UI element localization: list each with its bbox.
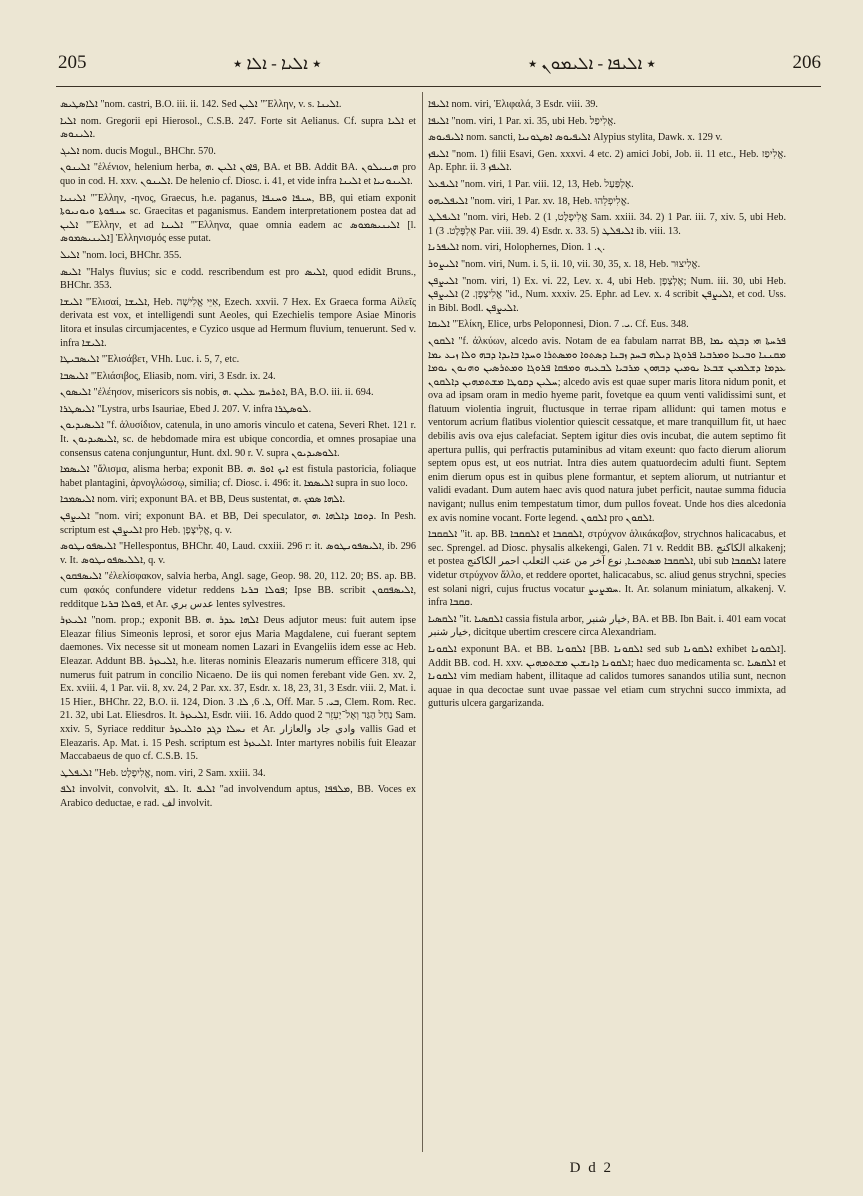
dictionary-entry: ܐܠܝܢܝܐ "Ἕλλην, -ηνος, Graecus, h.e. paganus, ܚܢܦܐ ܘܚܢܦܐ, BB, qui etiam exponit ܚܢܦܘܬܐ ܘܝܘܢܝܘܬܐ sc. Graecitas et paganismus. Eandem interpretationem postea dat ad ܐܠܝܢ "Ἕλλην, et ad ܐܠܝܢܐ "Ἕλληνα, quae omnia eadem ac ܐܠܝܢܝܣܡܘܣ [l. ܐܠܝܢܝܣܡܘܣ] Ἑλληνισμός esse putat. [60, 192, 416, 245]
running-head-left: ٭ ܐܠܝܐ - ܐܠܐ ٭ [233, 54, 322, 73]
dictionary-entry: ܐܠܩܣܝܐ "it. ܐܠܩܣܝܐ cassia fistula arbor, خيار شنبر, BA. et BB. Ibn Bait. i. 401 eam vocat خيار شنبر, dicitque ubertim crescere circa Alexandriam. [428, 613, 786, 639]
dictionary-entry: ܐܠܦ involvit, convolvit, ܠܦ. It. ܐܠܝܦ "ad involvendum aptus, ܡܠܦܦܐ, BB. Voces ex Arabico deductae, e rad. لف involvit. [60, 784, 416, 809]
dictionary-entry: ܐܠܝܣܒܐ "Ἐλιάσιβος, Eliasib, nom. viri, 3 Esdr. ix. 24. [60, 370, 276, 382]
dictionary-entry: ܐܠܝܦܠܝܗܘ "nom. viri, 1 Par. xv. 18, Heb. אֱלִיפְלֵהוּ. [428, 195, 630, 207]
header-rule [56, 86, 821, 87]
dictionary-entry: ܐܠܝܣܛܪܐ "Lystra, urbs Isauriae, Ebed J. 207. V. infra ܠܘܣܛܪܐ. [60, 403, 312, 415]
dictionary-entry: ܐܠܝܩܐ "Ἑλίκη, Elice, urbs Peloponnesi, Dion. ܝ. 7. Cf. Eus. 348. [428, 319, 689, 331]
dictionary-entry: ܐܠܝܠ "nom. loci, BHChr. 355. [60, 249, 182, 261]
dictionary-entry: ܐܠܝܣܡܟܐ nom. viri; exponunt BA. et BB, Deus sustentat, ܐܠܗܐ ܣܡܟ .ܗ. [60, 494, 346, 506]
dictionary-entry: ܐܠܝܣܒܝܛܐ "Ἐλισάβετ, VHh. Luc. i. 5, 7, etc. [60, 354, 240, 366]
right-column [428, 98, 786, 1156]
page-number-right: 206 [792, 52, 821, 73]
dictionary-entry: ܐܠܩܩܒܐ "it. ap. BB. ܐܠܩܩܒܐ et ܐܠܩܩܒܐ, στρύχνον ἁλικάκαβον, strychnos halicacabus, et sec. Sprengel. ad Diosc. physalis alkekengi, Galen. 71 v. Reddit BB. الكاكنج alkakenj; et postea ܐܠܩܩܒܐ ܡܣܬܟܢܐ, نوع آخر من عنب الثعلب احمر الكاكنج, ubi sub ܐܠܩܩܒܐ latere videtur στρύχνον ἄλλο, et reddere oportet, halicacabus, sc. aliud genus strychni, species est solani nigri, cujus fructus vocatur ܚܡܨܝܨ. It. Ar. solanum miniatum, alkakenj. V. infra ܩܩܒܐ. [428, 529, 786, 609]
dictionary-entry: ܐܠܐܣܛܝܣ "nom. castri, B.O. iii. ii. 142. Sed ܐܠܝܢ "Ἕλλην, v. s. ܐܠܝܢܐ. [60, 99, 342, 110]
dictionary-entry: ܐܠܝܦܐ nom. viri, Ἐλιφαλά, 3 Esdr. viii. 39. [428, 99, 598, 110]
page-number-left: 205 [58, 52, 87, 73]
dictionary-entry: ܐܠܝܦܥܠ "nom. viri, 1 Par. viii. 12, 13, Heb. אֶלְפַּעַל. [428, 178, 634, 190]
dictionary-entry: ܐܠܝܨܦܢ "nom. viri, 1) Ex. vi. 22, Lev. x. 4, ubi Heb. אֶלְצָפָן; Num. iii. 30, ubi Heb. אֱלִיצָפָן. 2) ܐܠܝܨܦܢ "id., Num. xxxiv. 25. Ephr. ad Lev. x. 4 scribit ܐܠܝܨܦܢ, et cod. Uss. in Bibl. Bodl. ܐܠܝܨܦܢ. [428, 275, 786, 314]
dictionary-entry: ܐܠܝܣܝܕܝܘܢ "f. ἁλυσίδιον, catenula, in uno amoris vinculo et catena, Severi Rhet. 121 r. It. ܐܠܝܣܝܕܝܘܢ, sc. de hebdomade mira est ubique concordia, et omnes prosapiae una consensus catena conjunguntur, Hunt. dxl. 90 r. V. supra ܐܠܘܣܝܕܝܘܢ. [60, 420, 416, 459]
dictionary-entry: ܐܠܝܦܙ "nom. 1) filii Esavi, Gen. xxxvi. 4 etc. 2) amici Jobi, Job. ii. 11 etc., Heb. אֱלִיפַז. Ap. Ephr. ii. 3 ܐܠܝܦܙ. [428, 148, 786, 174]
dictionary-entry: ܐܠܝܦܠܛ "Heb. אֱלִיפֶלֶט, nom. viri, 2 Sam. xxiii. 34. [60, 767, 266, 779]
dictionary-entry: ܐܠܝܫܐ "Ἐλισαί, ܐܠܝܫܐ, Heb. אִיֵּי אֱלִישָׁה, Ezech. xxvii. 7 Hex. Ex Graeca forma Αἰλεῖς derivata est vox, et intelligendi sunt Aeoles, qui Ezechielis tempore Asiae Minoris litora et insulas circumjacentes, e Cyzico usque ad Hermum fluvium, tenuerunt. Sed v. infra ܐܠܝܫܐ. [60, 296, 416, 349]
dictionary-entry: ܐܠܝܓ nom. ducis Mogul., BHChr. 570. [60, 145, 216, 157]
dictionary-entry: ܐܠܝܣܡܐ "ἄλισμα, alisma herba; exponit BB. ܐܝܟ ܐܘܦ .ܗ est fistula pastoricia, foliaque habet plantagini, ἀρνογλώσσῳ, similia; cf. Diosc. i. 496: it. ܐܠܝܣܡܐ supra in suo loco. [60, 464, 416, 489]
dictionary-entry: ܐܠܝܣܘܢ "ἐλέησον, misericors sis nobis, ܐܬܪܚܡ ܥܠܝܢ .ܗ, BA, B.O. iii. ii. 694. [60, 387, 374, 399]
dictionary-entry: ܐܠܝܦܐ "nom. viri, 1 Par. xi. 35, ubi Heb. אֱלִיפַל. [428, 115, 616, 127]
dictionary-entry: ܐܠܝܨܘܪ "nom. viri, Num. i. 5, ii. 10, vii. 30, 35, x. 18, Heb. אֱלִיצוּר. [428, 258, 701, 270]
dictionary-entry: ܐܠܝܐ nom. Gregorii epi Hierosol., C.S.B. 247. Forte sit Aelianus. Cf. supra ܐܠܝܐ et ܐܠܝܢܘܣ. [60, 115, 416, 141]
dictionary-entry: ܐܠܝܣ "Halys fluvius; sic e codd. rescribendum est pro ܐܠܝܣ, quod edidit Bruns., BHChr. 353. [60, 266, 416, 292]
running-head-right: ٭ ܐܠܝܦܐ - ܐܠܝܡܘܢ ٭ [528, 54, 656, 73]
signature-mark: D d 2 [569, 1160, 613, 1176]
dictionary-entry: ܐܠܝܣܦܘܢܛܘܣ "Hellespontus, BHChr. 40, Laud. cxxiii. 296 r: it. ܐܠܝܣܦܘܢܛܘܣ, ib. 296 v. It. ܐܠܠܝܣܦܘܢܛܘܣ, q. v. [60, 541, 416, 566]
dictionary-entry: ܐܠܝܦܪܢܐ nom. viri, Holophernes, Dion. ܢ. 1. [428, 242, 605, 254]
dictionary-entry: ܐܠܝܢܘܢ "ἑλένιον, helenium herba, ܦܐܘܢ ܐܠܝܢ .ܗ, BA. et BB. Addit BA. ܗܝܢܝܠܘܢ pro quo in cod. H. xxv. ܐܠܝܢܘܢ. De helenio cf. Diosc. i. 41, et vide infra ܐܠܝܢܐ et ܐܠܝܢܘܢܝܐ. [60, 162, 416, 187]
dictionary-entry: ܐܠܝܨܦܢ "nom. viri; exponunt BA. et BB, Dei speculator, ܕܘܩܐ ܕܐܠܗܐ .ܗ. In Pesh. scriptum est ܐܠܝܨܦܢ pro Heb. אֱלִיצָפָן, q. v. [60, 511, 416, 536]
column-divider [422, 92, 423, 1152]
dictionary-entry: ܐܠܝܦܠܛ "nom. viri, Heb. אֱלִיפֶלֶט, 1) 2 Sam. xxiii. 34. 2) 1 Par. iii. 7, xiv. 5, ubi Heb. אֶלְפֶּלֶט. 3) 1 Par. viii. 39. 4) Esdr. x. 33. 5) ܐܠܝܦܠܛ ib. viii. 13. [428, 212, 786, 237]
dictionary-entry: ܐܠܩܘܢܐ exponunt BA. et BB. ܐܠܩܘܢܐ [BB. ܐܠܩܘܢܐ sed sub ܐܠܩܘܢܐ exhibet ܐܠܩܘܢܐ]. Addit BB. cod. H. xxv. ܐܠܩܘܢܐ ܕܐܢܫܝܢ ܡܫܬܡܗܝܢ; haec duo medicamenta sc. ܐܠܩܣܝܐ et ܐܠܩܘܢܐ vim mediam habent, illitaque ad calidos tumores sanandos utilia sunt, necnon aquae in qua decoctae sunt uvae passae vel etiam cum strychni succo immixta, ad gutturis ulcera gargarizanda. [428, 643, 786, 710]
left-column [60, 98, 416, 1156]
page-header [58, 52, 821, 84]
dictionary-entry: ܐܠܩܘܢ "f. ἀλκύων, alcedo avis. Notam de ea fabulam narrat BB, ܦܪܚܬܐ ܗܝ ܕܒܓܘ ܝܡܐ ܡܩܢܢܐ ܘܒܝܥܐ ܘܡܪܒܝܐ ܦܪܘܓܐ ܕܝܠܗ ܒܚܕ ܙܒܢܐ ܕܣܬܘܐ ܘܡܣܬܪܐ ܘܚܕܐ ܒܐܝܕܐ ܕܒܗ ܘܠܐ ܙܝܥ ܝܡܐ ܥܕܡܐ ܕܫܠܡܝܢ ܫܒܥܐ ܝܘܡܝܢ ܕܒܗܘܢ ܡܪܒܝܐ ܠܒܥܝܗ ܘܡܦܩܐ ܦܪܘܓܐ ܘܡܬܪܣܝܢ ܘܗܢܘܢ ܝܘܡܐ ܚܠܝܢ ܕܩܘܛܐ ܡܫܬܡܗܝܢ ܕܐܠܩܘܢ; alcedo avis est quae super maris litora nidum ponit, et ova ad ipsam oram in medio hyeme parit, fovetque ea quum venti validissimi sunt, et flatuum violentia ingruit, fluctusque in terrae ripam allidunt: qui tamen motus e ventorum acrium flatibus violentior quiescit cessatque, et mare tranquillum fit, ut haec debilis avis ova ejus calefaciat. Septem igitur dies ovis incubat, die autem septimo fit apertura pullis, qui perfractis putaminibus ad vitam exeunt: quo facto dierum aliorum septem opus est, ut eos nutriat. Intra dies autem quatuordecim adulti fiunt. Septem enim dierum opus est in quibus plene formantur, et septem aliorum, ut nutriantur et validi evadant. Dum autem haec avis quod natura jubet perficit, nautae summa fiducia navigant; nullus enim tempestatum timor, dum pullos foveat. Unde hos dies alcedonia ex avis nomine vocant. Forte legend. ܐܠܩܘܢ pro ܐܠܩܘܢ. [428, 335, 786, 524]
dictionary-entry: ܐܠܝܦܝܘܣ nom. sancti, ܐܠܝܦܝܘܣ ܐܣܛܘܢܝܐ Alypius stylita, Dawk. x. 129 v. [428, 132, 723, 144]
dictionary-entry: ܐܠܝܣܦܩܘܢ "ἐλελίσφακον, salvia herba, Angl. sage, Geop. 98. 20, 112. 20; BS. ap. BB. cum φακός confundere videtur reddens ܦܘܠܐ ܒܪܝܐ; Ipse BB. scribit ܐܠܝܣܦܩܘܢ, redditque ܦܘܠܐ ܒܪܝܐ, et Ar. عدس بري lentes sylvestres. [60, 571, 416, 610]
dictionary-entry: ܐܠܝܥܙܪ "nom. prop.; exponit BB. ܐܠܗܐ ܥܕܪ .ܗ Deus adjutor meus: fuit autem ipse Eleazar filius Simeonis leprosi, et soror ejus Maria Magdalene, cui fuerant septem daemones. Vix necesse sit ut moneam nomen Lazari in Evangeliis idem esse ac Heb. Eleazar. Addunt BB. ܐܠܝܥܙܪ, h.e. literas nominis Eleazaris numerum efficere 318, qui numerus fuit patrum in concilio Nicaeno. De iis qui nomen ferebant vide Gen. xv. 2, Ex. xviii. 4, 1 Par. vii. 8, xv. 24, 2 Par. xx. 37, Esdr. x. 18, 23, 31, 3 Esdr. viii. 2, Mat. i. 15 Hier., BHChr. 22, B.O. ii. 124, Dion. ܠ. 6, ܠܐ. 3, Off. Mar. ܒܝ. 5, Clem. Rom. Rec. 21. 32, ubi Lat. Eliesdros. It. ܐܠܝܥܙܪ, Esdr. viii. 16. Addo quod נַחַל הַגַּד וְאֶל־יַעְזֵר 2 Sam. xxiv. 5, Syriace redditur ܢܚܠܐ ܕܓܕ ܘܐܠܝܥܙܪ et Ar. وادي جاد والعازار vallis Gad et Eleazaris. Ap. Mat. i. 15 Pesh. scriptum est ܐܠܝܥܙܪ. Inter martyres nobilis fuit Eleazar Maccabaeus de quo cf. C.S.B. 15. [60, 615, 416, 763]
